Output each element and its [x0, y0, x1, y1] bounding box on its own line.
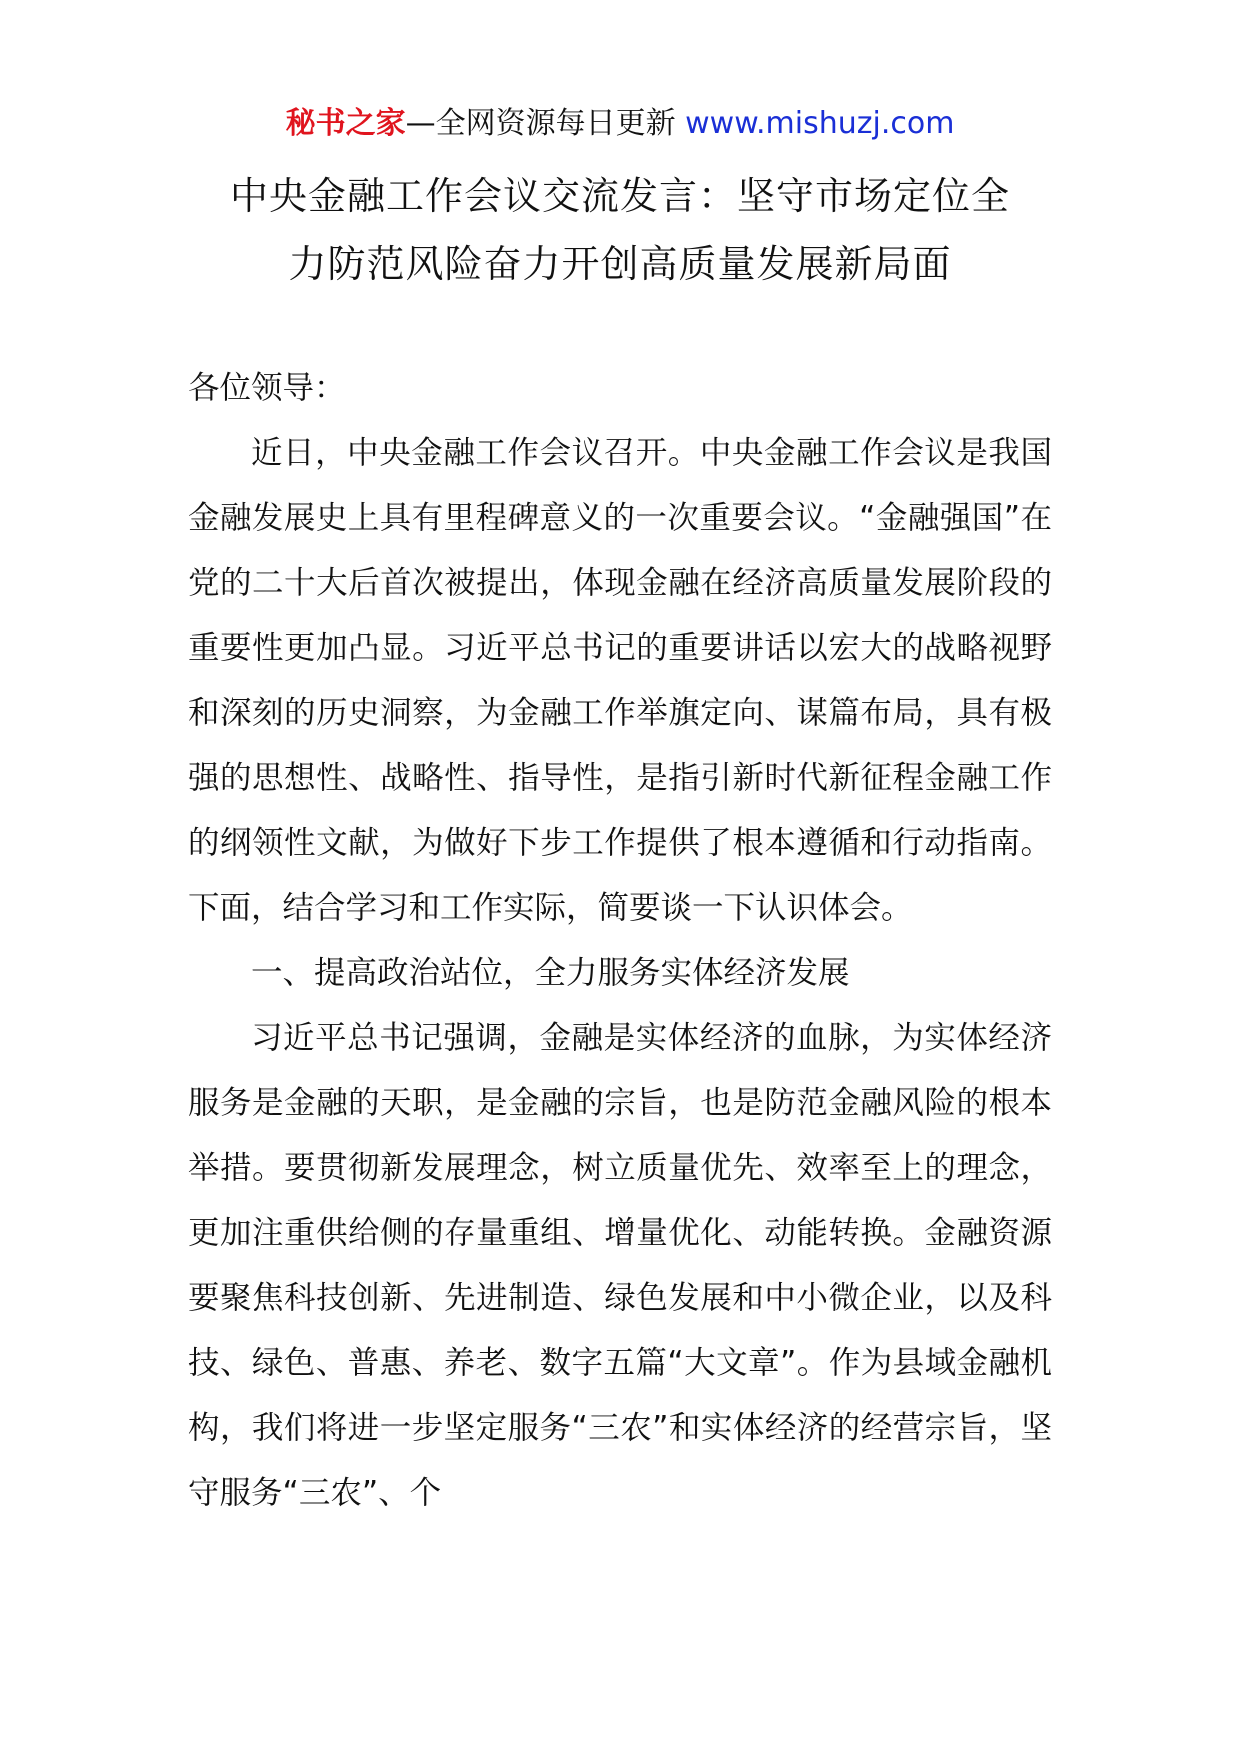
paragraph-intro: 近日，中央金融工作会议召开。中央金融工作会议是我国金融发展史上具有里程碑意义的一次重要会议。“金融强国”在党的二十大后首次被提出，体现金融在经济高质量发展阶段的重要性更加凸显。习近平总书记的重要讲话以宏大的战略视野和深刻的历史洞察，为金融工作举旗定向、谋篇布局，具有极强的思想性、战略性、指导性，是指引新时代新征程金融工作的纲领性文献，为做好下步工作提供了根本遵循和行动指南。下面，结合学习和工作实际，简要谈一下认识体会。 [188, 435, 1052, 926]
salutation: 各位领导： [188, 370, 346, 406]
site-url-link[interactable]: www.mishuzj.com [685, 106, 955, 141]
document-body [188, 356, 1052, 1526]
header-tagline: —全网资源每日更新 [405, 106, 686, 141]
section-heading-1: 一、提高政治站位，全力服务实体经济发展 [251, 955, 850, 991]
title-line-2: 力防范风险奋力开创高质量发展新局面 [288, 242, 952, 286]
title-line-1: 中央金融工作会议交流发言：坚守市场定位全 [229, 174, 1010, 218]
document-title [150, 162, 1090, 298]
paragraph-section-1: 习近平总书记强调，金融是实体经济的血脉，为实体经济服务是金融的天职，是金融的宗旨，也是防范金融风险的根本举措。要贯彻新发展理念，树立质量优先、效率至上的理念，更加注重供给侧的存量重组、增量优化、动能转换。金融资源要聚焦科技创新、先进制造、绿色发展和中小微企业，以及科技、绿色、普惠、养老、数字五篇“大文章”。作为县域金融机构，我们将进一步坚定服务“三农”和实体经济的经营宗旨，坚守服务“三农”、个 [188, 1020, 1052, 1511]
brand-name: 秘书之家 [285, 106, 406, 141]
site-header [0, 104, 1240, 144]
